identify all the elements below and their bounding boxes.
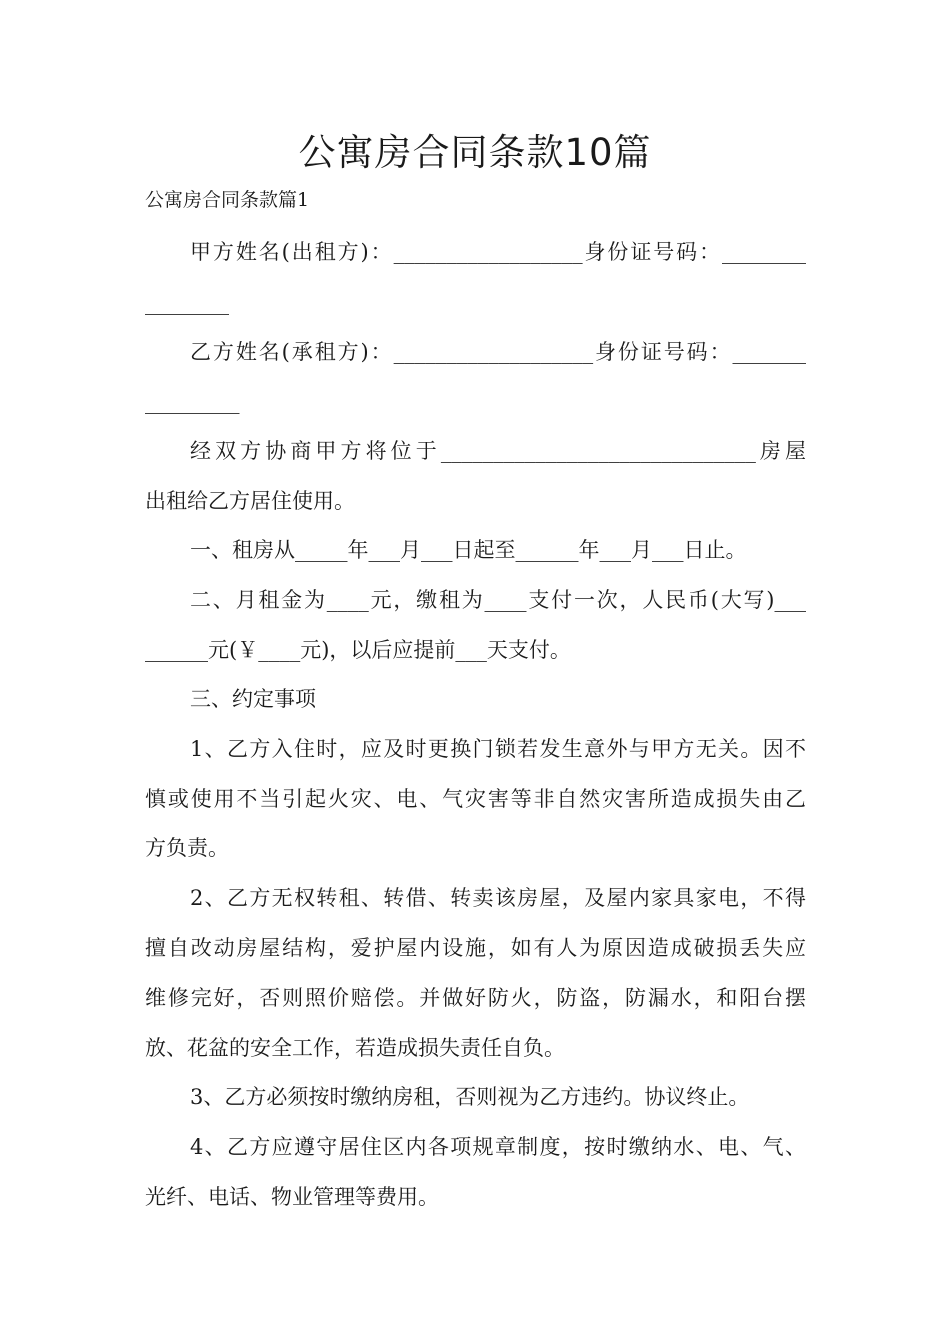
text-line: _________ bbox=[145, 390, 240, 414]
text-line: 一、租房从_____年___月___日起至______年___月___日止。 bbox=[190, 538, 747, 562]
text-line: 放、花盆的安全工作，若造成损失责任自负。 bbox=[145, 1036, 565, 1060]
text-line: 乙方姓名(承租方)：___________________身份证号码：_______ bbox=[190, 340, 806, 364]
text-line: 擅自改动房屋结构，爱护屋内设施，如有人为原因造成破损丢失应 bbox=[145, 936, 806, 960]
text-line: 4、乙方应遵守居住区内各项规章制度，按时缴纳水、电、气、 bbox=[190, 1135, 806, 1159]
text-line: ______元(￥____元)，以后应提前___天支付。 bbox=[145, 638, 571, 662]
section-heading: 公寓房合同条款篇1 bbox=[145, 189, 310, 211]
text-line: 经双方协商甲方将位于______________________________房屋 bbox=[190, 439, 806, 463]
text-line: 甲方姓名(出租方)：__________________身份证号码：________ bbox=[190, 240, 806, 264]
text-line: 出租给乙方居住使用。 bbox=[145, 489, 355, 513]
text-line: 光纤、电话、物业管理等费用。 bbox=[145, 1185, 439, 1209]
text-line: 维修完好，否则照价赔偿。并做好防火，防盗，防漏水，和阳台摆 bbox=[145, 986, 806, 1010]
text-line: 慎或使用不当引起火灾、电、气灾害等非自然灾害所造成损失由乙 bbox=[145, 787, 806, 811]
text-line: ________ bbox=[145, 291, 229, 315]
text-line: 3、乙方必须按时缴纳房租，否则视为乙方违约。协议终止。 bbox=[190, 1085, 750, 1109]
text-line: 1、乙方入住时，应及时更换门锁若发生意外与甲方无关。因不 bbox=[190, 737, 806, 761]
text-line: 二、月租金为____元，缴租为____支付一次，人民币(大写)___ bbox=[190, 588, 806, 612]
text-line: 2、乙方无权转租、转借、转卖该房屋，及屋内家具家电，不得 bbox=[190, 886, 806, 910]
text-line: 三、约定事项 bbox=[190, 687, 316, 711]
text-line: 方负责。 bbox=[145, 836, 229, 860]
document-title: 公寓房合同条款10篇 bbox=[298, 131, 652, 174]
